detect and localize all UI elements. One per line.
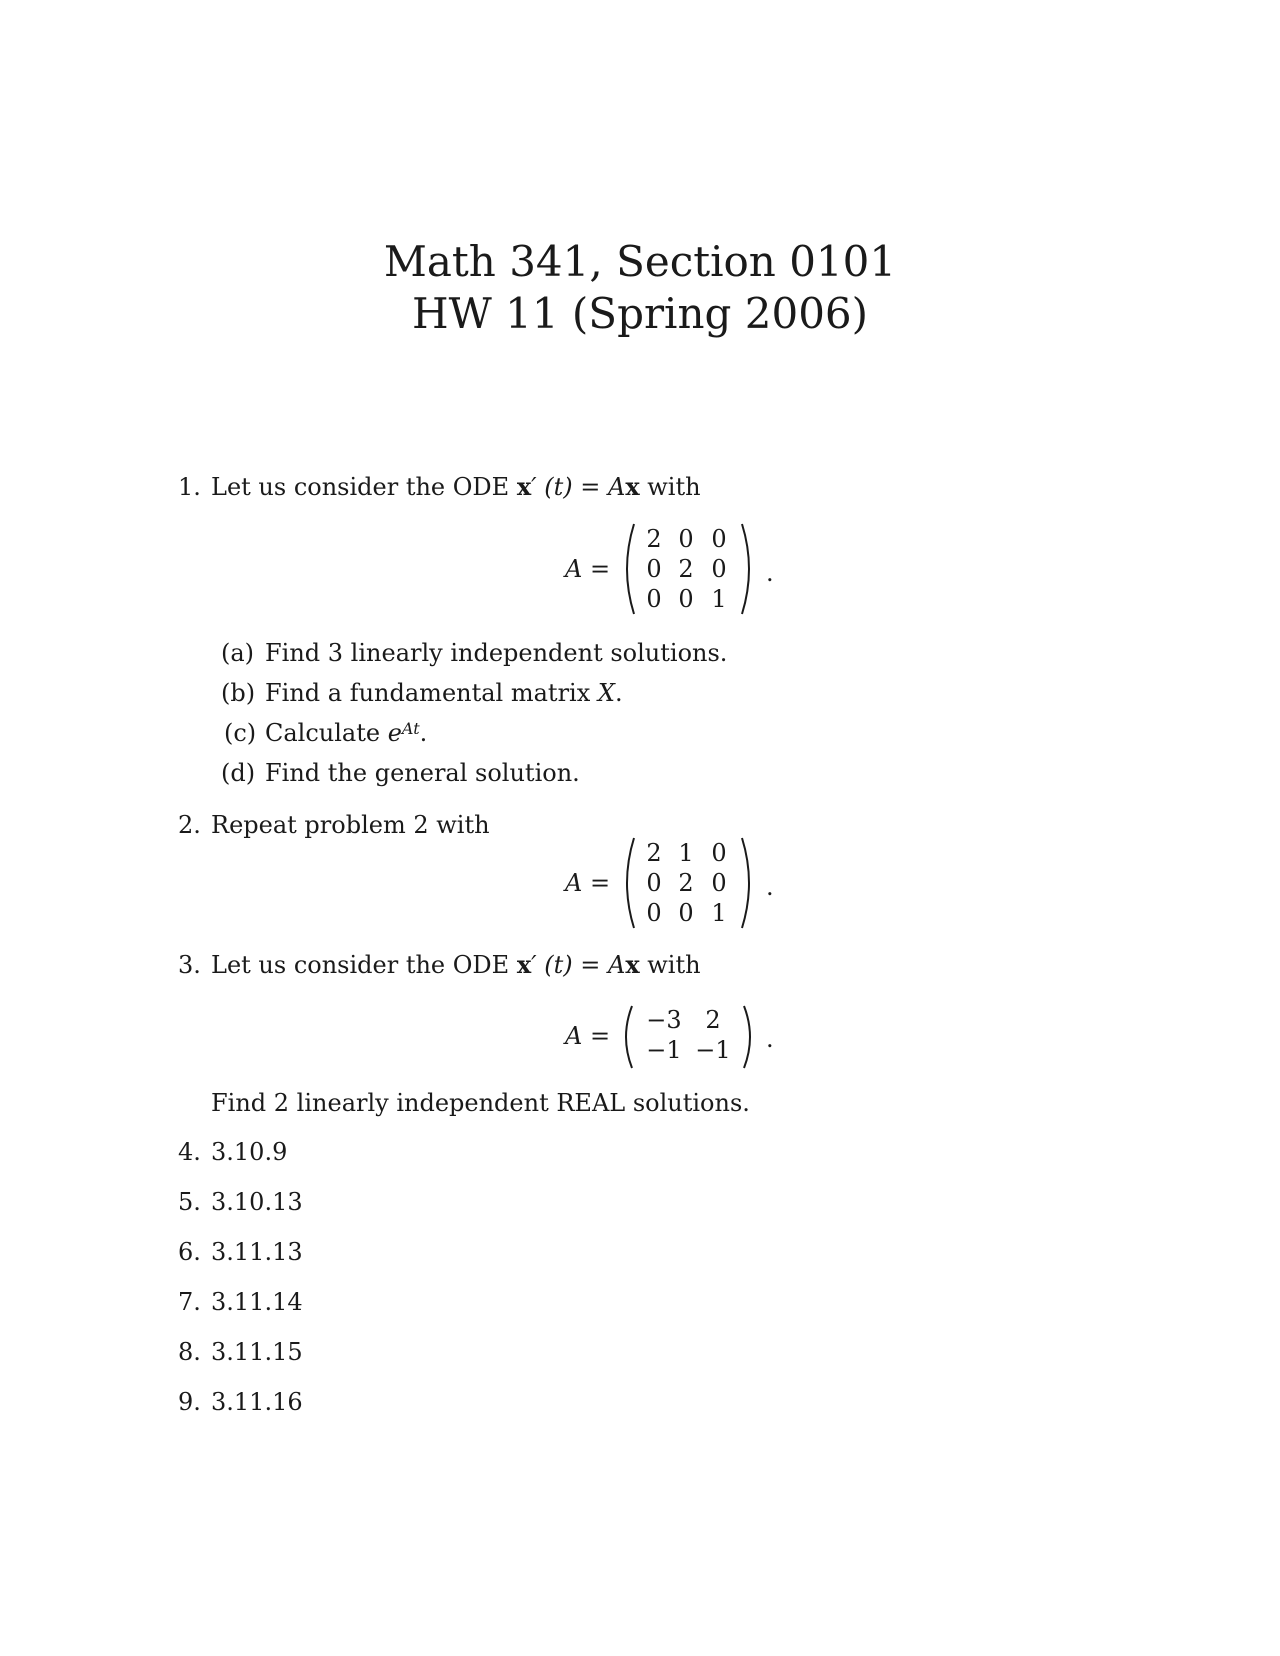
p2-cell-0-0: 2 bbox=[646, 839, 662, 867]
part-b-post: . bbox=[614, 679, 623, 707]
problem-4-text: 3.10.9 bbox=[211, 1138, 288, 1166]
part-b-pre: Find a fundamental matrix bbox=[265, 679, 598, 707]
vector-x: x bbox=[516, 472, 532, 501]
problem-8-text: 3.11.15 bbox=[211, 1338, 303, 1366]
problem-3-followup: Find 2 linearly independent REAL solutions. bbox=[211, 1089, 750, 1117]
problem-3-number: 3. bbox=[178, 951, 201, 979]
p1-cell-0-2: 0 bbox=[711, 525, 727, 553]
part-c-pre: Calculate bbox=[265, 719, 388, 747]
p3-matrix-period: . bbox=[766, 1025, 774, 1053]
part-a-text: Find 3 linearly independent solutions. bbox=[265, 639, 728, 667]
problem-5-text: 3.10.13 bbox=[211, 1188, 303, 1216]
p1-matrix-period: . bbox=[766, 559, 774, 587]
problem-1-number: 1. bbox=[178, 473, 201, 501]
matrix-A-symbol: A bbox=[607, 473, 626, 501]
problem-5-number: 5. bbox=[178, 1188, 201, 1216]
derivative-t: ′ (t) bbox=[531, 473, 573, 501]
problem-1-statement bbox=[211, 472, 701, 502]
part-b-label: (b) bbox=[221, 679, 256, 707]
title-line-1: Math 341, Section 0101 bbox=[383, 237, 897, 286]
problem-3-matrix-lhs: A = bbox=[565, 1022, 611, 1050]
problem-1-matrix-lhs: A = bbox=[565, 555, 611, 583]
p1-cell-1-0: 0 bbox=[646, 555, 662, 583]
p2-cell-2-2: 1 bbox=[711, 899, 727, 927]
title-line-2: HW 11 (Spring 2006) bbox=[411, 289, 869, 338]
p2-cell-1-2: 0 bbox=[711, 869, 727, 897]
problem-6-text: 3.11.13 bbox=[211, 1238, 303, 1266]
p1-cell-1-2: 0 bbox=[711, 555, 727, 583]
p2-cell-1-1: 2 bbox=[678, 869, 694, 897]
p2-cell-0-1: 1 bbox=[678, 839, 694, 867]
part-c-exponent: At bbox=[401, 719, 420, 738]
problem-8-number: 8. bbox=[178, 1338, 201, 1366]
problem-7-text: 3.11.14 bbox=[211, 1288, 303, 1316]
matrix-A-symbol-p3: A bbox=[607, 951, 626, 979]
part-a-label: (a) bbox=[221, 639, 255, 667]
part-d-text: Find the general solution. bbox=[265, 759, 580, 787]
p2-cell-2-0: 0 bbox=[646, 899, 662, 927]
p2-cell-1-0: 0 bbox=[646, 869, 662, 897]
p3-cell-1-1: −1 bbox=[695, 1036, 731, 1064]
problem-2-text: Repeat problem 2 with bbox=[211, 811, 490, 839]
derivative-t-p3: ′ (t) bbox=[531, 951, 573, 979]
problem-2-matrix-lhs: A = bbox=[565, 869, 611, 897]
problem-6-number: 6. bbox=[178, 1238, 201, 1266]
part-c-label: (c) bbox=[224, 719, 257, 747]
p1-cell-2-1: 0 bbox=[678, 585, 694, 613]
p1-cell-2-0: 0 bbox=[646, 585, 662, 613]
p2-cell-0-2: 0 bbox=[711, 839, 727, 867]
vector-x-p3: x bbox=[516, 950, 532, 979]
problem-1-intro: Let us consider the ODE bbox=[211, 473, 517, 501]
part-c-base: e bbox=[387, 719, 402, 747]
p1-cell-0-0: 2 bbox=[646, 525, 662, 553]
problem-3-intro: Let us consider the ODE bbox=[211, 951, 517, 979]
with-word-p3: with bbox=[639, 951, 701, 979]
problem-9-text: 3.11.16 bbox=[211, 1388, 303, 1416]
vector-x-2: x bbox=[625, 472, 640, 501]
problem-9-number: 9. bbox=[178, 1388, 201, 1416]
p3-cell-0-0: −3 bbox=[646, 1006, 682, 1034]
with-word: with bbox=[639, 473, 701, 501]
part-b-var: X bbox=[597, 679, 615, 707]
problem-7-number: 7. bbox=[178, 1288, 201, 1316]
part-c-text bbox=[265, 718, 427, 748]
p1-cell-1-1: 2 bbox=[678, 555, 694, 583]
page-title bbox=[0, 236, 1280, 340]
part-d-label: (d) bbox=[221, 759, 256, 787]
p2-cell-2-1: 0 bbox=[678, 899, 694, 927]
equals: = bbox=[572, 473, 608, 501]
p3-cell-0-1: 2 bbox=[705, 1006, 721, 1034]
part-b-text bbox=[265, 678, 623, 708]
vector-x-2-p3: x bbox=[625, 950, 640, 979]
p3-cell-1-0: −1 bbox=[646, 1036, 682, 1064]
p1-cell-2-2: 1 bbox=[711, 585, 727, 613]
part-c-post: . bbox=[419, 719, 428, 747]
problem-4-number: 4. bbox=[178, 1138, 201, 1166]
p1-cell-0-1: 0 bbox=[678, 525, 694, 553]
p2-matrix-period: . bbox=[766, 873, 774, 901]
equals-p3: = bbox=[572, 951, 608, 979]
problem-2-number: 2. bbox=[178, 811, 201, 839]
problem-3-statement bbox=[211, 950, 701, 980]
